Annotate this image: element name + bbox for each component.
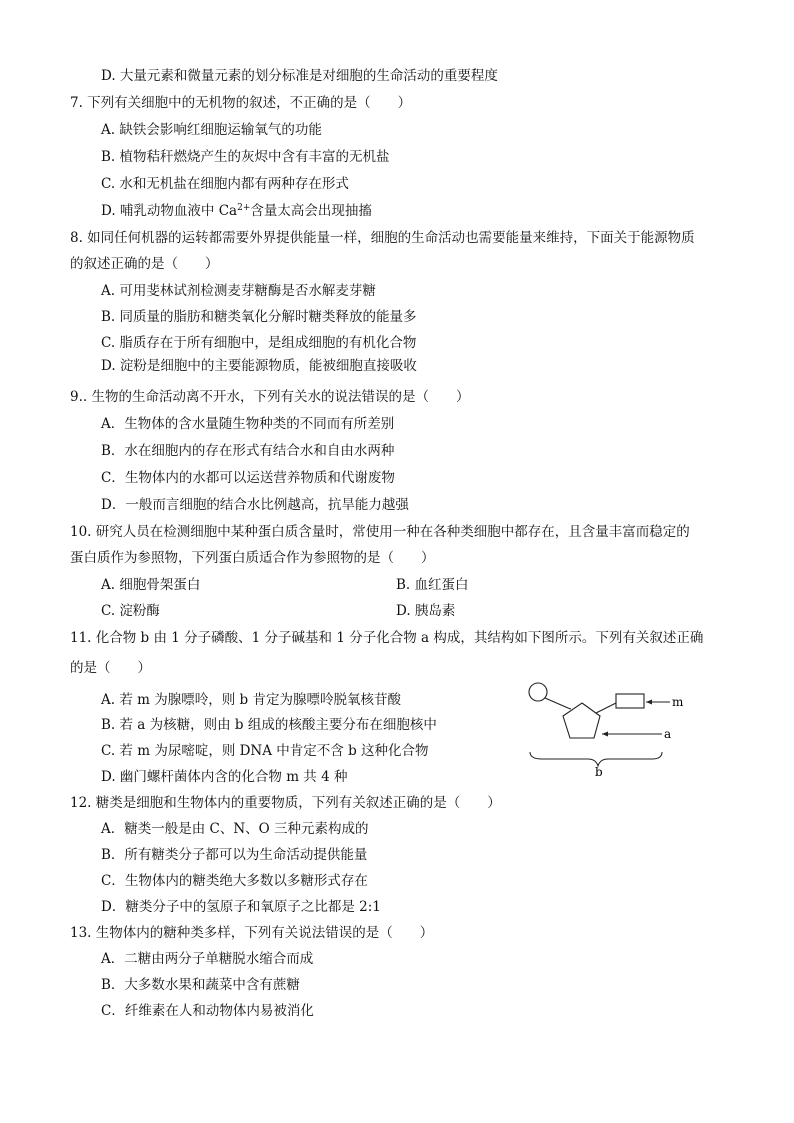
option-line: B．水在细胞内的存在形式有结合水和自由水两种 (101, 443, 395, 459)
option-line: D. 胰岛素 (396, 603, 456, 619)
question-line: 的是（ ） (70, 660, 151, 676)
option-line: C. 脂质存在于所有细胞中，是组成细胞的有机化合物 (101, 335, 417, 351)
option-line: D. 大量元素和微量元素的划分标准是对细胞的生命活动的重要程度 (101, 68, 498, 84)
question-line: 7. 下列有关细胞中的无机物的叙述，不正确的是（ ） (70, 95, 412, 111)
q7-option-d (101, 201, 372, 221)
label-a: a (664, 727, 672, 741)
option-line: B．所有糖类分子都可以为生命活动提供能量 (101, 847, 368, 863)
option-line: B．大多数水果和蔬菜中含有蔗糖 (101, 977, 300, 993)
option-line: A. 缺铁会影响红细胞运输氧气的功能 (101, 122, 322, 138)
option-line: C．生物体内的糖类绝大多数以多糖形式存在 (101, 873, 368, 889)
option-line: C．生物体内的水都可以运送营养物质和代谢废物 (101, 470, 395, 486)
question-line: 12. 糖类是细胞和生物体内的重要物质，下列有关叙述正确的是（ ） (70, 795, 501, 811)
base-bond (596, 703, 616, 713)
option-line: D．糖类分子中的氢原子和氧原子之比都是 2:1 (101, 899, 381, 915)
option-line: D. 幽门螺杆菌体内含的化合物 m 共 4 种 (101, 769, 348, 785)
option-line: B. 同质量的脂肪和糖类氧化分解时糖类释放的能量多 (101, 309, 417, 325)
option-line: A. 可用斐林试剂检测麦芽糖酶是否水解麦芽糖 (101, 283, 376, 299)
option-line: C．纤维素在人和动物体内易被消化 (101, 1003, 314, 1019)
option-line: A．二糖由两分子单糖脱水缩合而成 (101, 951, 314, 967)
phosphate-bond (545, 698, 568, 708)
option-line: A. 若 m 为腺嘌呤，则 b 肯定为腺嘌呤脱氧核苷酸 (101, 692, 401, 708)
q7d-superscript: 2+ (237, 203, 251, 213)
question-line: 8. 如同任何机器的运转都需要外界提供能量一样，细胞的生命活动也需要能量来维持，下面关于能源物质 (70, 230, 695, 246)
option-line: C. 淀粉酶 (101, 603, 160, 619)
option-line: C. 水和无机盐在细胞内都有两种存在形式 (101, 176, 349, 192)
nucleotide-diagram (522, 676, 702, 776)
base-rectangle (616, 694, 644, 708)
q7d-after: 含量太高会出现抽搐 (250, 203, 372, 219)
question-line: 11. 化合物 b 由 1 分子磷酸、1 分子碱基和 1 分子化合物 a 构成，其结构如下图所示。下列有关叙述正确 (70, 630, 704, 646)
arrow-m-head (646, 700, 652, 705)
option-line: D. 淀粉是细胞中的主要能源物质，能被细胞直接吸收 (101, 358, 417, 374)
arrow-a-head (602, 732, 608, 737)
option-line: C. 若 m 为尿嘧啶，则 DNA 中肯定不含 b 这种化合物 (101, 743, 429, 759)
question-line: 13. 生物体内的糖种类多样，下列有关说法错误的是（ ） (70, 925, 434, 941)
question-line: 蛋白质作为参照物，下列蛋白质适合作为参照物的是（ ） (70, 550, 435, 566)
question-line: 10. 研究人员在检测细胞中某种蛋白质含量时，常使用一种在各种类细胞中都存在，且含量丰富而稳定的 (70, 524, 690, 540)
q7d-before: D. 哺乳动物血液中 Ca (101, 203, 238, 219)
option-line: A．生物体的含水量随生物种类的不同而有所差别 (101, 416, 395, 432)
label-b: b (595, 765, 603, 776)
question-line: 的叙述正确的是（ ） (70, 256, 219, 272)
brace-b (530, 752, 662, 766)
option-line: B. 植物秸秆燃烧产生的灰烬中含有丰富的无机盐 (101, 149, 390, 165)
phosphate-circle (529, 683, 547, 701)
option-line: D．一般而言细胞的结合水比例越高，抗旱能力越强 (101, 497, 409, 513)
option-line: A．糖类一般是由 C、N、O 三种元素构成的 (101, 821, 369, 837)
option-line: B. 血红蛋白 (396, 577, 469, 593)
question-line: 9.. 生物的生命活动离不开水，下列有关水的说法错误的是（ ） (70, 389, 470, 405)
option-line: B. 若 a 为核糖，则由 b 组成的核酸主要分布在细胞核中 (101, 717, 437, 733)
label-m: m (672, 695, 684, 709)
option-line: A. 细胞骨架蛋白 (101, 577, 201, 593)
